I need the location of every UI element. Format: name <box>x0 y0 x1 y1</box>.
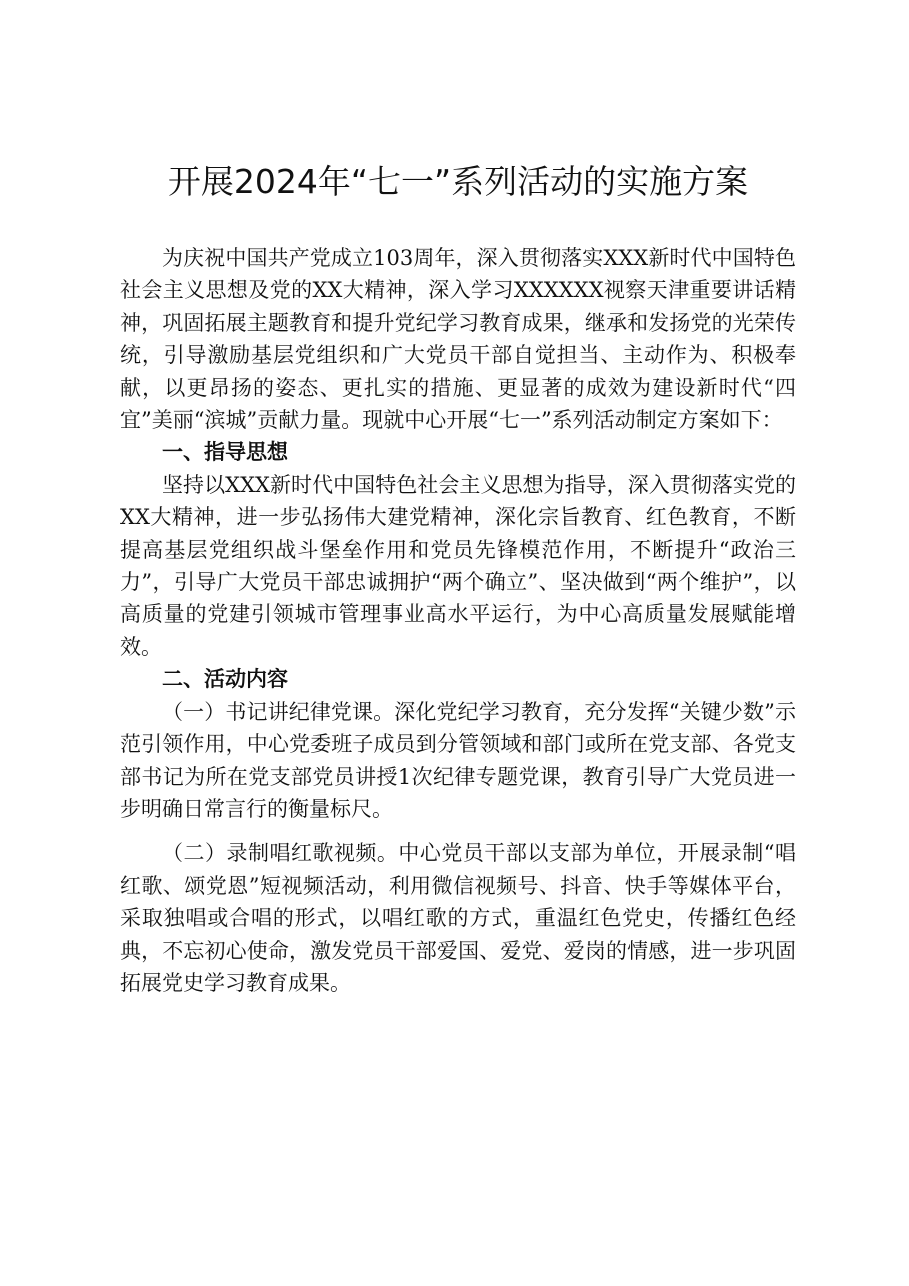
intro-paragraph: 为庆祝中国共产党成立103周年，深入贯彻落实XXX新时代中国特色社会主义思想及党的XX大精神，深入学习XXXXXX视察天津重要讲话精神，巩固拓展主题教育和提升党纪学习教育成果，继承和发扬党的光荣传统，引导激励基层党组织和广大党员干部自觉担当、主动作为、积极奉献，以更昂扬的姿态、更扎实的措施、更显著的成效为建设新时代“四宜”美丽“滨城”贡献力量。现就中心开展“七一”系列活动制定方案如下： <box>120 246 796 433</box>
section-heading-activity-content: 二、活动内容 <box>162 667 288 692</box>
activity-item-2: （二）录制唱红歌视频。中心党员干部以支部为单位，开展录制“唱红歌、颂党恩”短视频活动，利用微信视频号、抖音、快手等媒体平台，采取独唱或合唱的形式，以唱红歌的方式，重温红色党史，传播红色经典，不忘初心使命，激发党员干部爱国、爱党、爱岗的情感，进一步巩固拓展党史学习教育成果。 <box>120 841 796 995</box>
document-page <box>120 150 796 999</box>
activity-item-1: （一）书记讲纪律党课。深化党纪学习教育，充分发挥“关键少数”示范引领作用，中心党委班子成员到分管领域和部门或所在党支部、各党支部书记为所在党支部党员讲授1次纪律专题党课，教育引导广大党员进一步明确日常言行的衡量标尺。 <box>120 699 796 821</box>
paragraph-gap <box>120 825 796 837</box>
guiding-ideology-paragraph: 坚持以XXX新时代中国特色社会主义思想为指导，深入贯彻落实党的XX大精神，进一步弘扬伟大建党精神，深化宗旨教育、红色教育，不断提高基层党组织战斗堡垒作用和党员先锋模范作用，不断提升“政治三力”，引导广大党员干部忠诚拥护“两个确立”、坚决做到“两个维护”，以高质量的党建引领城市管理事业高水平运行，为中心高质量发展赋能增效。 <box>120 472 796 659</box>
document-title: 开展2024年“七一”系列活动的实施方案 <box>167 162 749 201</box>
section-heading-guiding-ideology: 一、指导思想 <box>162 440 288 465</box>
